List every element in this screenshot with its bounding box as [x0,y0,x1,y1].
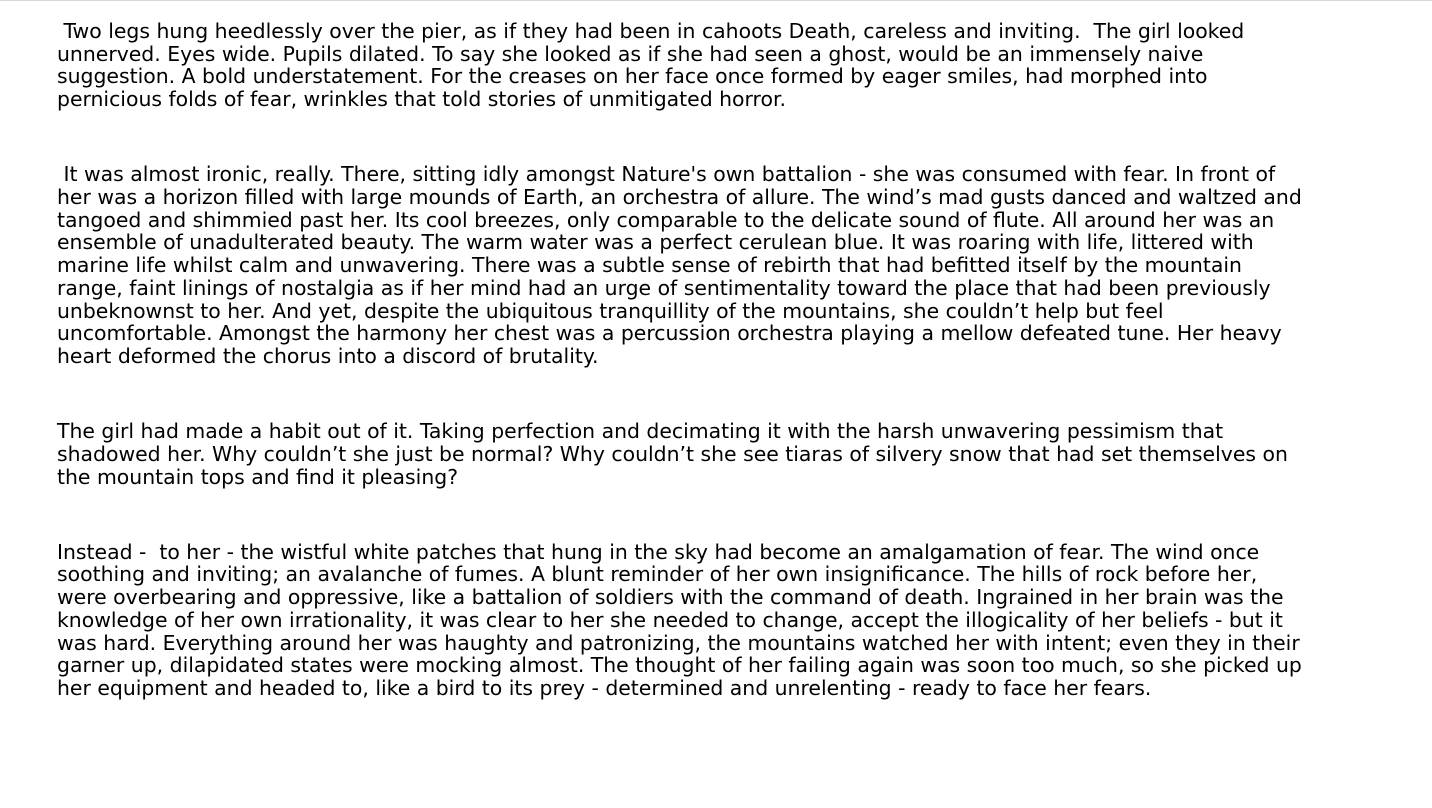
text-line: suggestion. A bold understatement. For the creases on her face once formed by eager smiles, had morphed into [57,64,1208,89]
text-line: garner up, dilapidated states were mocking almost. The thought of her failing again was soon too much, so she picked up [57,653,1302,678]
text-line: range, faint linings of nostalgia as if her mind had an urge of sentimentality toward the place that had been previously [57,275,1271,300]
text-line: pernicious folds of fear, wrinkles that told stories of unmitigated horror. [57,87,786,112]
text-line: her equipment and headed to, like a bird to its prey - determined and unrelenting - ready to face her fears. [57,675,1152,700]
paragraph [57,420,1393,488]
paragraph [57,20,1393,111]
text-line: Instead - to her - the wistful white patches that hung in the sky had become an amalgamation of fear. The wind once [57,539,1260,564]
text-line: ensemble of unadulterated beauty. The warm water was a perfect cerulean blue. It was roaring with life, littered with [57,230,1254,255]
text-line: marine life whilst calm and unwavering. There was a subtle sense of rebirth that had befitted itself by the mountain [57,253,1242,278]
slide-top-border [0,0,1432,1]
document-body [57,20,1393,700]
paragraph-spacer [57,488,1393,541]
text-line: her was a horizon filled with large mounds of Earth, an orchestra of allure. The wind’s mad gusts danced and waltzed and [57,185,1302,210]
text-line: The girl had made a habit out of it. Taking perfection and decimating it with the harsh unwavering pessimism that [57,419,1224,444]
text-line: soothing and inviting; an avalanche of fumes. A blunt reminder of her own insignificance. The hills of rock before her, [57,562,1258,587]
text-line: was hard. Everything around her was haughty and patronizing, the mountains watched her with intent; even they in their [57,630,1300,655]
text-line: the mountain tops and find it pleasing? [57,464,459,489]
text-line: unnerved. Eyes wide. Pupils dilated. To say she looked as if she had seen a ghost, would be an immensely naive [57,41,1204,66]
paragraph-spacer [57,111,1393,164]
text-line: unbeknownst to her. And yet, despite the ubiquitous tranquillity of the mountains, she couldn’t help but feel [57,298,1164,323]
text-line: were overbearing and oppressive, like a battalion of soldiers with the command of death. Ingrained in her brain was the [57,585,1284,610]
text-line: shadowed her. Why couldn’t she just be normal? Why couldn’t she see tiaras of silvery snow that had set themselves on [57,441,1288,466]
text-line: knowledge of her own irrationality, it was clear to her she needed to change, accept the illogicality of her beliefs - but it [57,607,1283,632]
text-line: Two legs hung heedlessly over the pier, as if they had been in cahoots Death, careless and inviting. The girl looked [57,19,1245,43]
text-line: It was almost ironic, really. There, sitting idly amongst Nature's own battalion - she was consumed with fear. In front of [57,162,1276,187]
paragraph-spacer [57,368,1393,421]
paragraph [57,163,1393,367]
paragraph [57,541,1393,700]
text-line: heart deformed the chorus into a discord of brutality. [57,343,599,368]
text-line: uncomfortable. Amongst the harmony her chest was a percussion orchestra playing a mellow defeated tune. Her heavy [57,321,1282,346]
text-line: tangoed and shimmied past her. Its cool breezes, only comparable to the delicate sound of flute. All around her was an [57,207,1275,232]
